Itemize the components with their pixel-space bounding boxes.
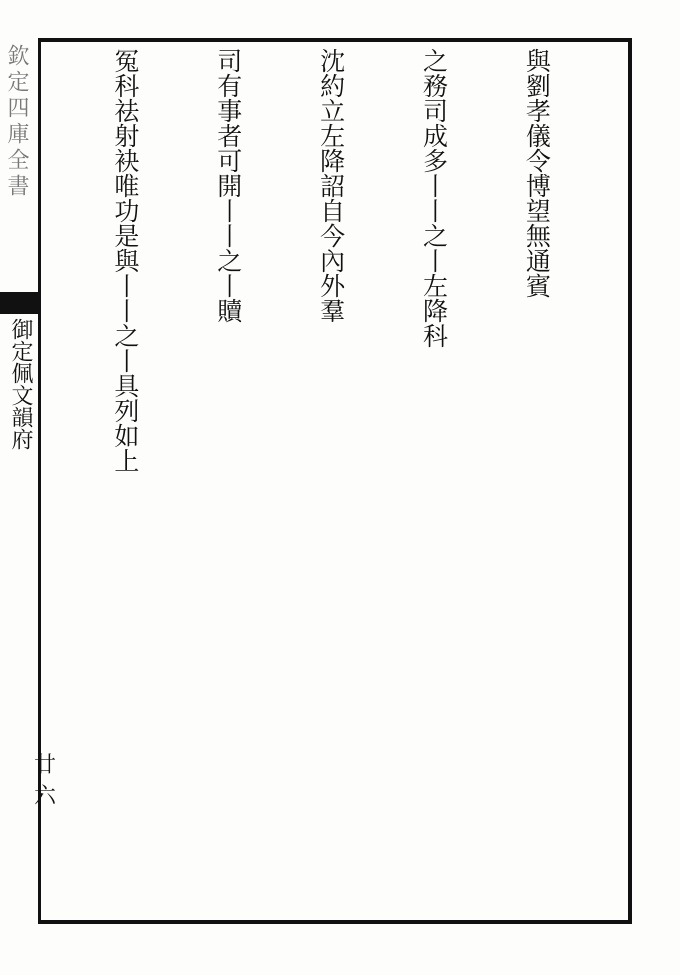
text-column: 冤科祛射袂唯功是與丨丨之丨具列如上 bbox=[110, 48, 140, 473]
text-column: 司有事者可開丨丨之丨贖 bbox=[213, 48, 243, 323]
text-column: 與劉孝儀令博望無通賓 bbox=[522, 48, 552, 298]
top-border bbox=[38, 38, 630, 42]
right-border bbox=[628, 38, 632, 924]
bottom-border bbox=[38, 920, 630, 924]
margin-title: 欽定四庫全書 bbox=[4, 44, 29, 200]
text-column: 之務司成多丨丨之丨左降科 bbox=[419, 48, 449, 348]
collection-title: 御定佩文韻府 bbox=[8, 318, 33, 450]
fishtail-mark bbox=[0, 292, 40, 314]
text-column: 沈約立左降詔自今內外羣 bbox=[316, 48, 346, 323]
main-text bbox=[54, 48, 622, 914]
folio-number: 廿六 bbox=[34, 753, 57, 809]
